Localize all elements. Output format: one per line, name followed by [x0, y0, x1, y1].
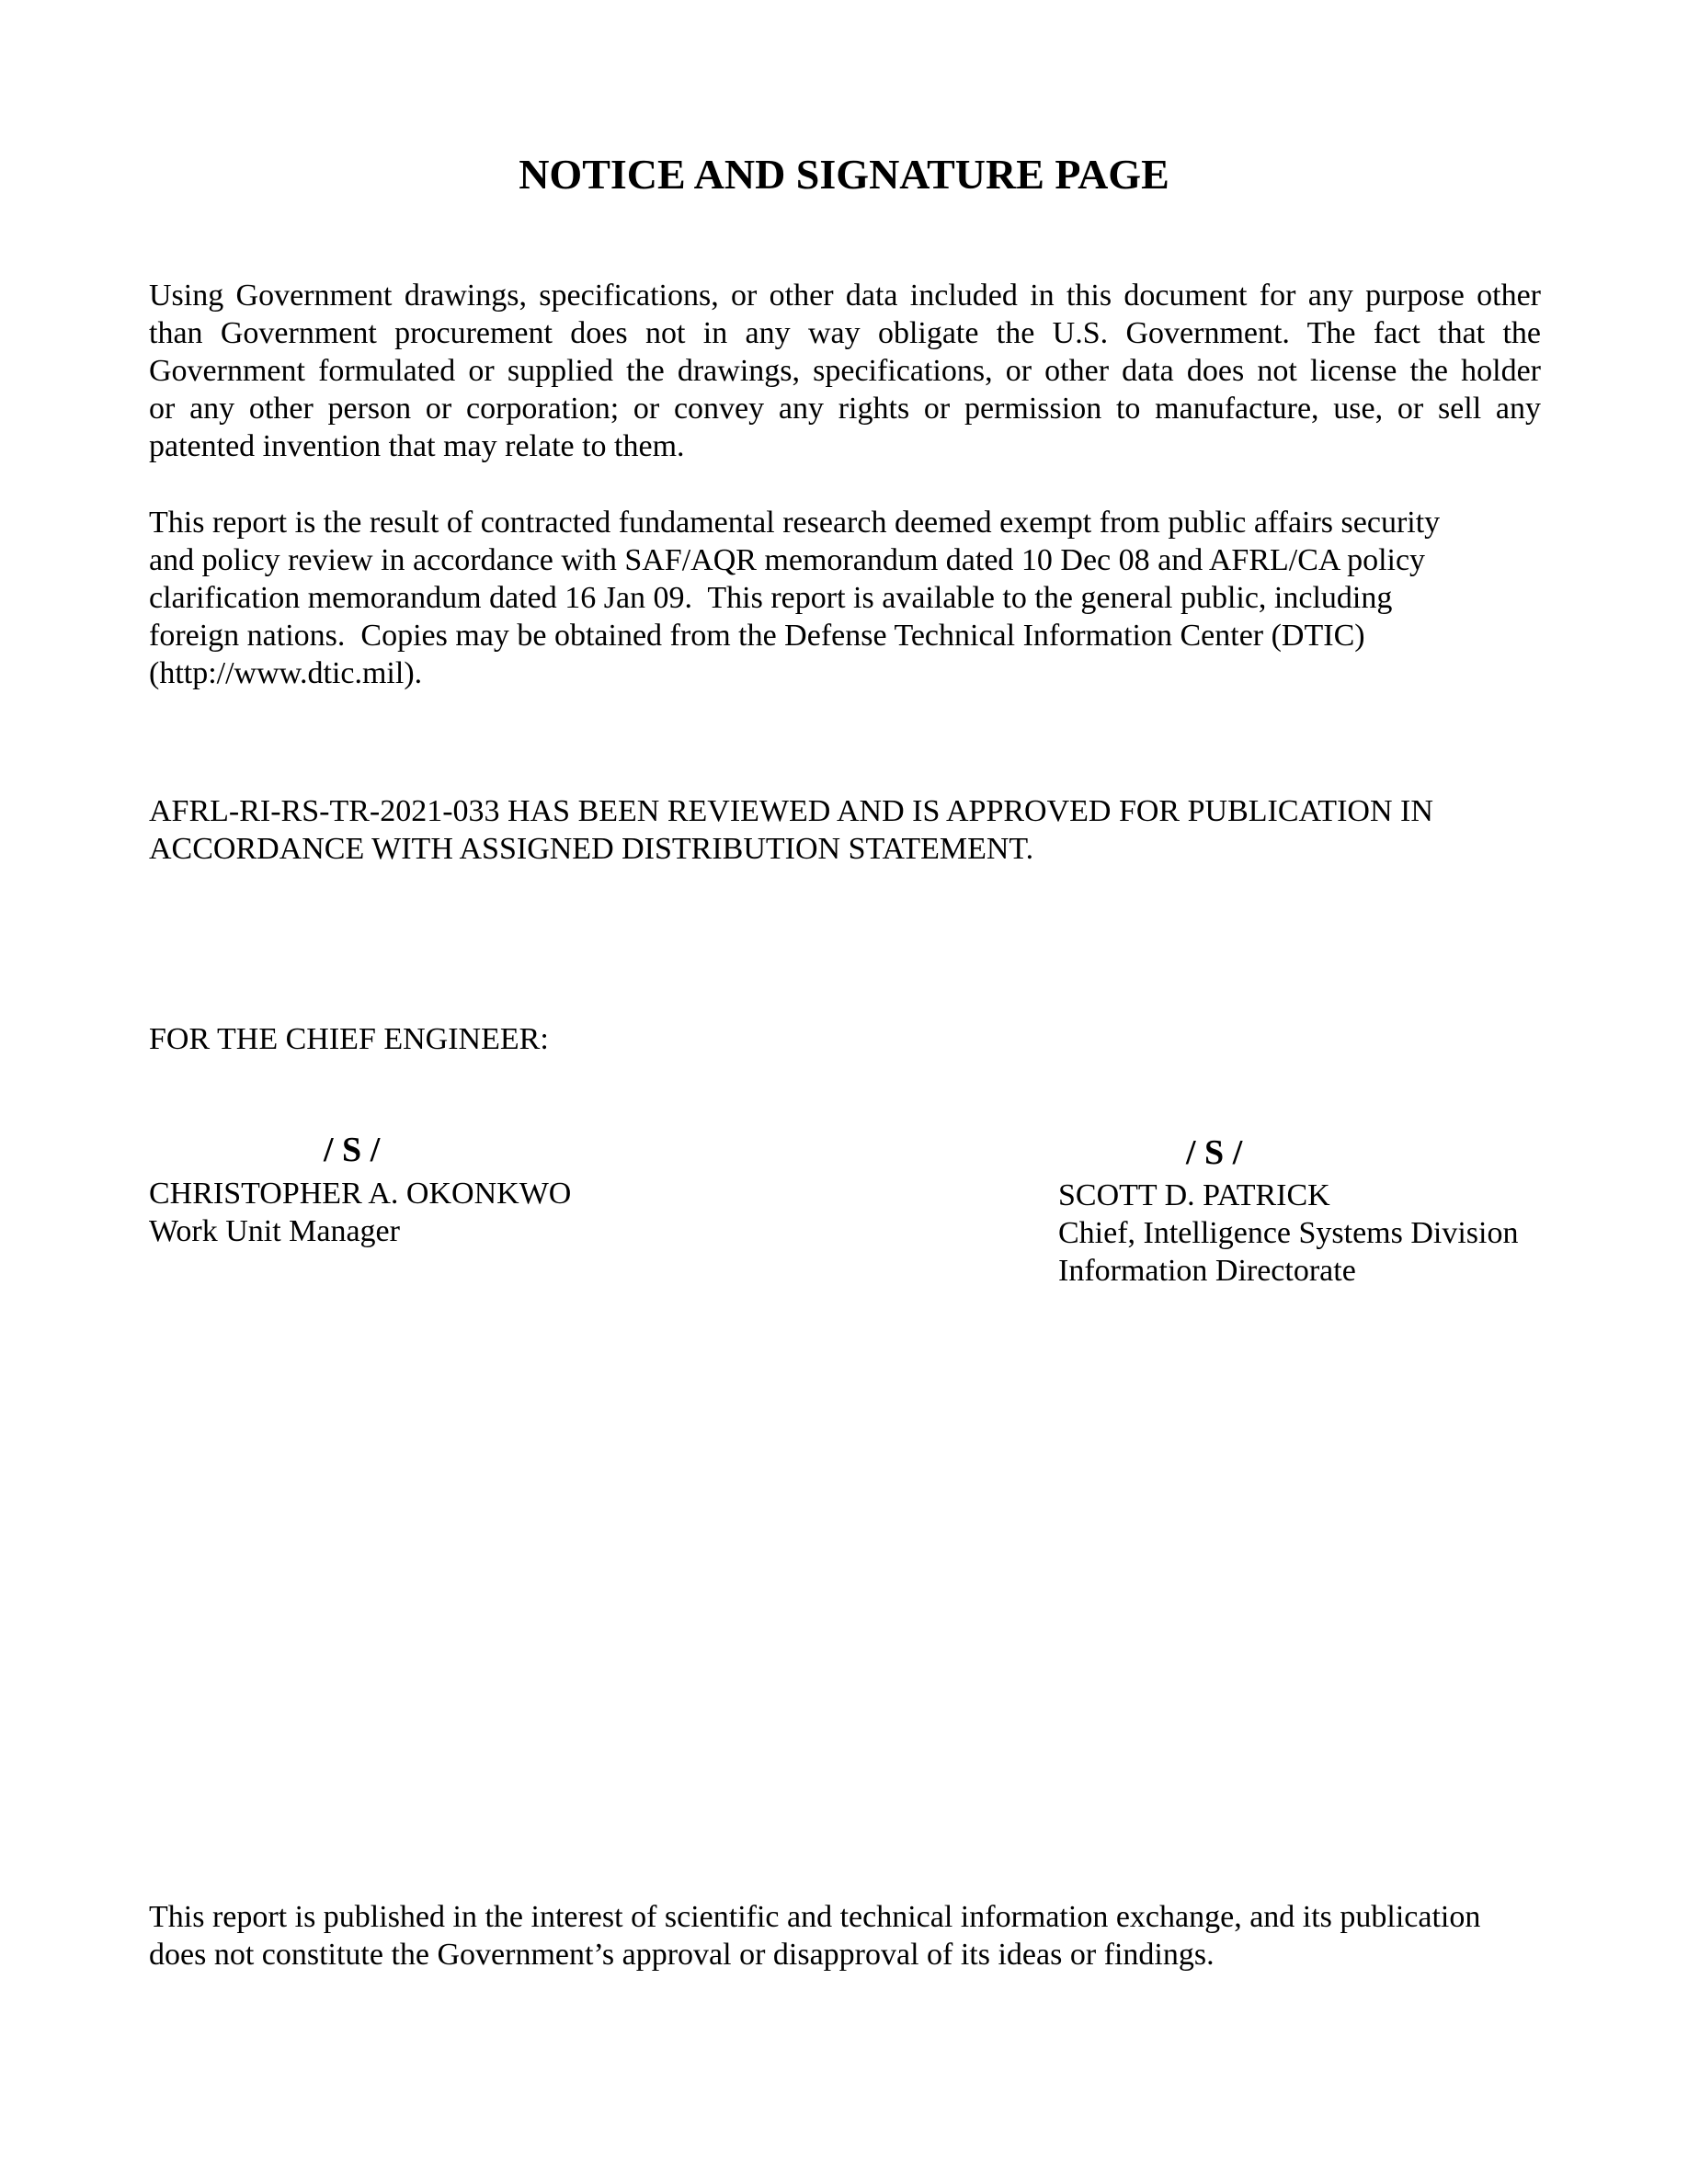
closing-line: does not constitute the Government’s approval or disapproval of its ideas or findings.	[149, 1938, 1215, 1972]
notice-line: Using Government drawings, specifications, or other data included in this document for any purpose other	[149, 279, 1541, 313]
release-line: foreign nations. Copies may be obtained from the Defense Technical Information Center (DTIC)	[149, 619, 1365, 653]
notice-line: Government formulated or supplied the drawings, specifications, or other data does not license the holder	[149, 354, 1541, 388]
notice-line: or any other person or corporation; or convey any rights or permission to manufacture, use, or sell any	[149, 392, 1541, 426]
left-signer-block	[149, 1175, 571, 1250]
release-line: This report is the result of contracted fundamental research deemed exempt from public affairs security	[149, 506, 1441, 540]
approval-line: ACCORDANCE WITH ASSIGNED DISTRIBUTION STATEMENT.	[149, 832, 1034, 866]
closing-line: This report is published in the interest of scientific and technical information exchange, and its publication	[149, 1900, 1481, 1934]
left-signature-mark: / S /	[324, 1131, 381, 1169]
right-signer-name: SCOTT D. PATRICK	[1058, 1178, 1330, 1212]
page-title: NOTICE AND SIGNATURE PAGE	[519, 151, 1169, 198]
left-signer-name: CHRISTOPHER A. OKONKWO	[149, 1177, 572, 1211]
release-line: (http://www.dtic.mil).	[149, 656, 423, 690]
notice-line: patented invention that may relate to them.	[149, 429, 685, 463]
closing-paragraph	[149, 1898, 1541, 1974]
release-line: clarification memorandum dated 16 Jan 09. This report is available to the general public, including	[149, 581, 1393, 615]
approval-line: AFRL-RI-RS-TR-2021-033 HAS BEEN REVIEWED AND IS APPROVED FOR PUBLICATION IN	[149, 794, 1433, 828]
right-signer-directorate: Information Directorate	[1058, 1254, 1356, 1288]
right-signer-block	[1058, 1177, 1519, 1290]
left-signer-title: Work Unit Manager	[149, 1214, 400, 1248]
approval-statement	[149, 792, 1541, 868]
for-chief-engineer-line: FOR THE CHIEF ENGINEER:	[149, 1022, 549, 1056]
right-signer-title: Chief, Intelligence Systems Division	[1058, 1216, 1519, 1250]
right-signature-mark: / S /	[1186, 1133, 1243, 1172]
notice-line: than Government procurement does not in any way obligate the U.S. Government. The fact that the	[149, 316, 1541, 350]
release-line: and policy review in accordance with SAF/AQR memorandum dated 10 Dec 08 and AFRL/CA policy	[149, 543, 1426, 577]
notice-paragraph	[149, 277, 1541, 465]
release-paragraph	[149, 504, 1541, 692]
